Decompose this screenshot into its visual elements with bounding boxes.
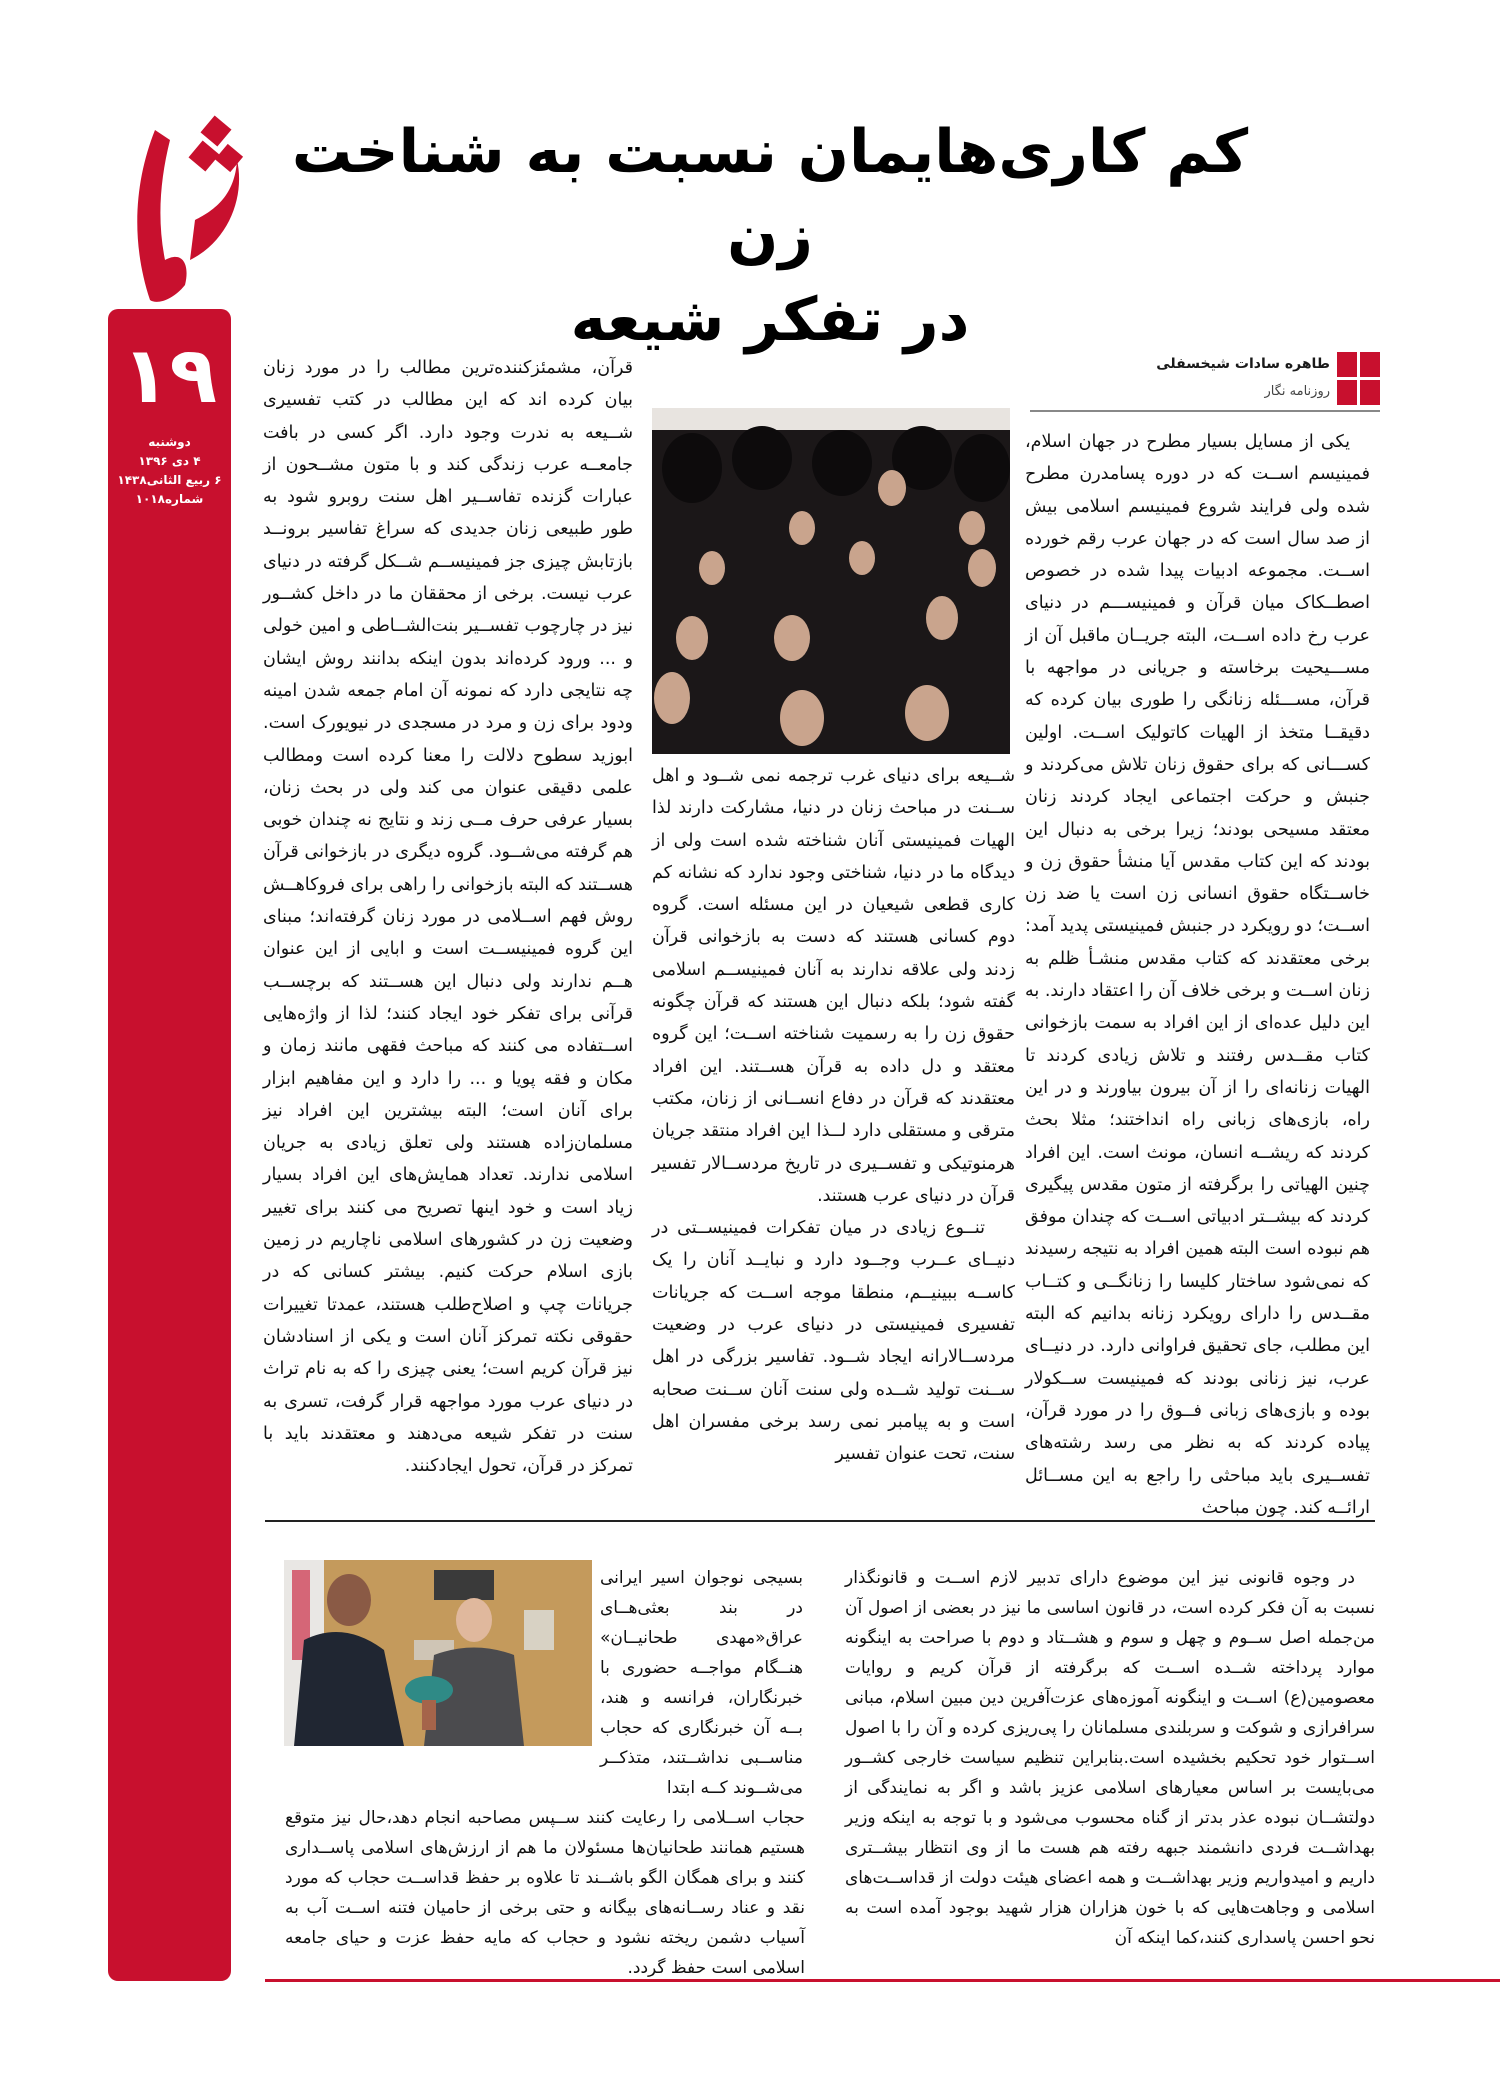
issue-meta [108, 433, 231, 509]
paragraph: بسیجی نوجوان اسیر ایرانی در بند بعثی‌هــای عراق«مهدی طحانیــان» هنــگام مواجــه حضوری با خبرنگاران، فرانسه و هند، بــه آن خبرنگاری که حجاب مناســبی نداشــتند، متذکــر می‌شــوند کــه ابتدا [600, 1568, 803, 1798]
page-sidebar [108, 309, 231, 1981]
paragraph: شــیعه برای دنیای غرب ترجمه نمی شــود و اهل ســنت در مباحث زنان در دنیا، مشارکت دارند لذا الهیات فمینیستی آنان شناخته شده است ولی از دیدگاه ما در دنیا، شناختی وجود ندارد که نشانه کم کاری قطعی شیعیان در این مسئله است. گروه دوم کسانی هستند که دست به بازخوانی قرآن زدند ولی علاقه ندارند به آنان فمینیســم اسلامی گفته شود؛ بلکه دنبال این هستند که قرآن چگونه حقوق زن را به رسمیت شناخته اســت؛ این گروه معتقد و دل داده به قرآن هســتند. این افراد معتقدند که قرآن در دفاع انســانی از زنان، مکتب مترقی و مستقلی دارد لــذا این افراد منتقد جریان هرمنوتیکی و تفســیری در تاریخ مردســالار تفسیر قرآن در دنیای عرب هستند. [652, 766, 1015, 1206]
byline [1030, 352, 1380, 414]
byline-grid-icon [1337, 352, 1380, 405]
paragraph: در وجوه قانونی نیز این موضوع دارای تدبیر لازم اســت و قانونگذار نسبت به آن فکر کرده است، در قانون اساسی ما نیز در بعضی از اصول آن من‌جمله اصل ســوم و چهل و سوم و هشــتاد و دوم با صراحت به اینگونه موارد پرداخته شــده اســت که برگرفته از قرآن کریم و روایات معصومین(ع) اســت و اینگونه آموزه‌های عزت‌آفرین دین مبین اسلام، مبانی سرافرازی و شوکت و سربلندی مسلمانان را پی‌ریزی کرده و آن را با اصول اســتوار خود تحکیم بخشیده است.بنابراین تنظیم سیاست خارجی کشــور می‌بایست بر اساس معیارهای اسلامی عزیز باشد و اگر به نمایندگی از دولتشــان نبوده عذر بدتر از گناه محسوب می‌شود و با توجه به اینکه وزیر بهداشــت فردی دانشمند جبهه رفته هم هست ما از وی انتظار بیشــتری داریم و امیدواریم وزیر بهداشــت و همه اعضای هیئت دولت از قداســت‌های اسلامی و وجاهت‌هایی که با خون هزاران هزار شهید بوجود آمده است به نحو احسن پاسداری کنند،کما اینکه آن [845, 1568, 1375, 1948]
section-divider [265, 1520, 1375, 1522]
author-role: روزنامه نگار [1264, 384, 1330, 399]
article-column-middle [652, 760, 1015, 1471]
byline-divider [1030, 410, 1380, 412]
paragraph: قرآن، مشمئزکننده‌ترین مطالب را در مورد زنان بیان کرده اند که این مطالب در کتب تفسیری شــیعه به ندرت وجود دارد. اگر کسی در بافت جامعــه عرب زندگی کند و با متون مشــحون از عبارات گزنده تفاســیر اهل سنت روبرو شود به طور طبیعی زنان جدیدی که سراغ تفاسیر برونــد بازتابش چیزی جز فمینیســم شــکل گرفته در دنیای عرب نیست. برخی از محققان ما در داخل کشــور نیز در چارچوب تفســیر بنت‌الشــاطی و امین خولی و ... ورود کرده‌اند بدون اینکه بدانند روش ایشان چه نتایجی دارد که نمونه آن امام جمعه شدن امینه ودود برای زن و مرد در مسجدی در نیویورک است. ابوزید سطوح دلالت را معنا کرده است ومطالب علمی دقیقی عنوان می کند ولی در بحث زنان، بسیار عرفی حرف مــی زند و نتایج نه چندان خوبی هم گرفته می‌شــود. گروه دیگری در بازخوانی قرآن هســتند که البته بازخوانی را راهی برای فروکاهــش روش فهم اســلامی در مورد زنان گرفته‌اند؛ مبنای این گروه فمینیســت است و ابایی از این عنوان هــم ندارند ولی دنبال این هســتند که برچســب قرآنی برای تفکر خود ایجاد کنند؛ لذا از واژه‌هایی اســتفاده می کنند که مباحث فقهی مانند زمان و مکان و فقه پویا و ... را دارد و این مفاهیم ابزار برای آنان است؛ البته بیشترین این افراد نیز مسلمان‌زاده هستند ولی تعلق زیادی به جریان اسلامی ندارند. تعداد همایش‌های این افراد بسیار زیاد است و خود اینها تصریح می کنند برای تغییر وضعیت زن در کشورهای اسلامی ناچاریم در زمین بازی اسلام حرکت کنیم. بیشتر کسانی که در جریانات چپ و اصلاح‌طلب هستند، عمدتا تغییرات حقوقی نکته تمرکز آنان است و یکی از اسنادشان نیز قرآن کریم است؛ یعنی چیزی را که به نام تراث در دنیای عرب مورد مواجهه قرار گرفت، تسری به سنت در تفکر شیعه می‌دهند و معتقدند باید با تمرکز در قرآن، تحول ایجادکنند. [263, 358, 633, 1477]
headline-line-2: در تفکر شیعه [570, 285, 970, 355]
article-column-left [263, 352, 633, 1482]
minister-gift-image-icon [284, 1560, 592, 1746]
issue-date-solar: ۴ دی ۱۳۹۶ [138, 454, 201, 468]
newspaper-logo [95, 100, 245, 310]
women-crowd-image-icon [652, 408, 1010, 754]
paragraph: تنــوع زیادی در میان تفکرات فمینیســتی در دنیــای عــرب وجــود دارد و نبایــد آنان را یک کاســه ببینیــم، منطقا موجه اســت که جریانات تفسیری فمینیستی در دنیای عرب در وضعیت مردســالارانه ایجاد شــود. تفاسیر بزرگی در اهل ســنت تولید شــده ولی سنت آنان ســنت صحابه است و به پیامبر نمی رسد برخی مفسران اهل سنت، تحت عنوان تفسیر [652, 1218, 1015, 1465]
paragraph: حجاب اســلامی را رعایت کنند ســپس مصاحبه انجام دهد،حال نیز متوقع هستیم همانند طحانیان‌ها مسئولان ما هم از ارزش‌های اسلامی پاســداری کنند و برای همگان الگو باشــند تا علاوه بر حفظ قداســت حجاب که مورد نقد و عناد رســانه‌های بیگانه و حتی برخی از حامیان فتنه اســت آب به آسیاب دشمن ریخته نشود و حجاب که مایه حفظ عزت و حیای جامعه اسلامی است حفظ گردد. [285, 1808, 805, 1978]
article-headline [280, 110, 1260, 362]
issue-number: شماره۱۰۱۸ [135, 492, 204, 506]
second-article-column-left-top [600, 1563, 803, 1803]
shoma-logo-icon [95, 100, 245, 310]
page-footer-rule [265, 1979, 1500, 1982]
second-article-photo [284, 1560, 592, 1746]
paragraph: یکی از مسایل بسیار مطرح در جهان اسلام، فمینیسم اســت که در دوره پسامدرن مطرح شده ولی فرایند شروع فمینیسم اسلامی بیش از صد سال است که در جهان عرب رقم خورده اســت. مجموعه ادبیات پیدا شده در خصوص اصطــکاک میان قرآن و فمینیســـم در دنیای عرب رخ داده اســت، البته جریــان ماقبل آن از مســـیحیت برخاسته و جریانی در مواجهه با قرآن، مســـئله زنانگی را طوری بیان کرده که دقیقــا متخذ از الهیات کاتولیک اســت. اولین کســـانی که برای حقوق زنان تلاش می‌کردند و جنبش و حرکت اجتماعی ایجاد کردند زنان معتقد مسیحی بودند؛ زیرا برخی به دنبال این بودند که این کتاب مقدس آیا منشأ حقوق زن و خاســتگاه حقوق انسانی زن است یا ضد زن اســت؛ دو رویکرد در جنبش فمینیستی پدید آمد: برخی معتقدند که کتاب مقدس منشـأ ظلم به زنان اســت و برخی خلاف آن را اعتقاد دارند. به این دلیل عده‌ای از این افراد به سمت بازخوانی کتاب مقــدس رفتند و تلاش زیادی کردند تا الهیات زنانه‌ای را از آن بیرون بیاورند و در این راه، بازی‌های زبانی راه انداختند؛ مثلا بحث کردند که ریشــه انسان، مونث است. این افراد چنین الهیاتی را برگرفته از متون مقدس پیگیری کردند که بیشــتر ادبیاتی اســت که چندان موفق هم نبوده است البته همین افراد به نتیجه رسیدند که نمی‌شود ساختار کلیسا را زنانگــی و کتــاب مقــدس را دارای رویکرد زنانه بدانیم که البته این مطلب، جای تحقیق فراوانی دارد. در دنیــای عرب، نیز زنانی بودند که فمینیست ســکولار بوده و بازی‌های زبانی فــوق را در مورد قرآن، پیاده کردند که به نظر می رسد رشته‌های تفســیری باید مباحثی را راجع به این مســائل ارائــه کند. چون مباحث [1025, 432, 1370, 1518]
page-number: ۱۹ [121, 331, 218, 421]
issue-date-lunar: ۶ ربیع الثانی۱۴۳۸ [117, 473, 222, 487]
issue-day: دوشنبه [148, 435, 191, 449]
headline-line-1: کم کاری‌هایمان نسبت به شناخت زن [291, 117, 1249, 271]
main-article-photo [652, 408, 1010, 754]
second-article-column-left-bottom [285, 1803, 805, 1983]
author-name: طاهره سادات شیخسفلی [1156, 356, 1330, 372]
article-column-right [1025, 426, 1370, 1524]
second-article-column-right [845, 1563, 1375, 1953]
